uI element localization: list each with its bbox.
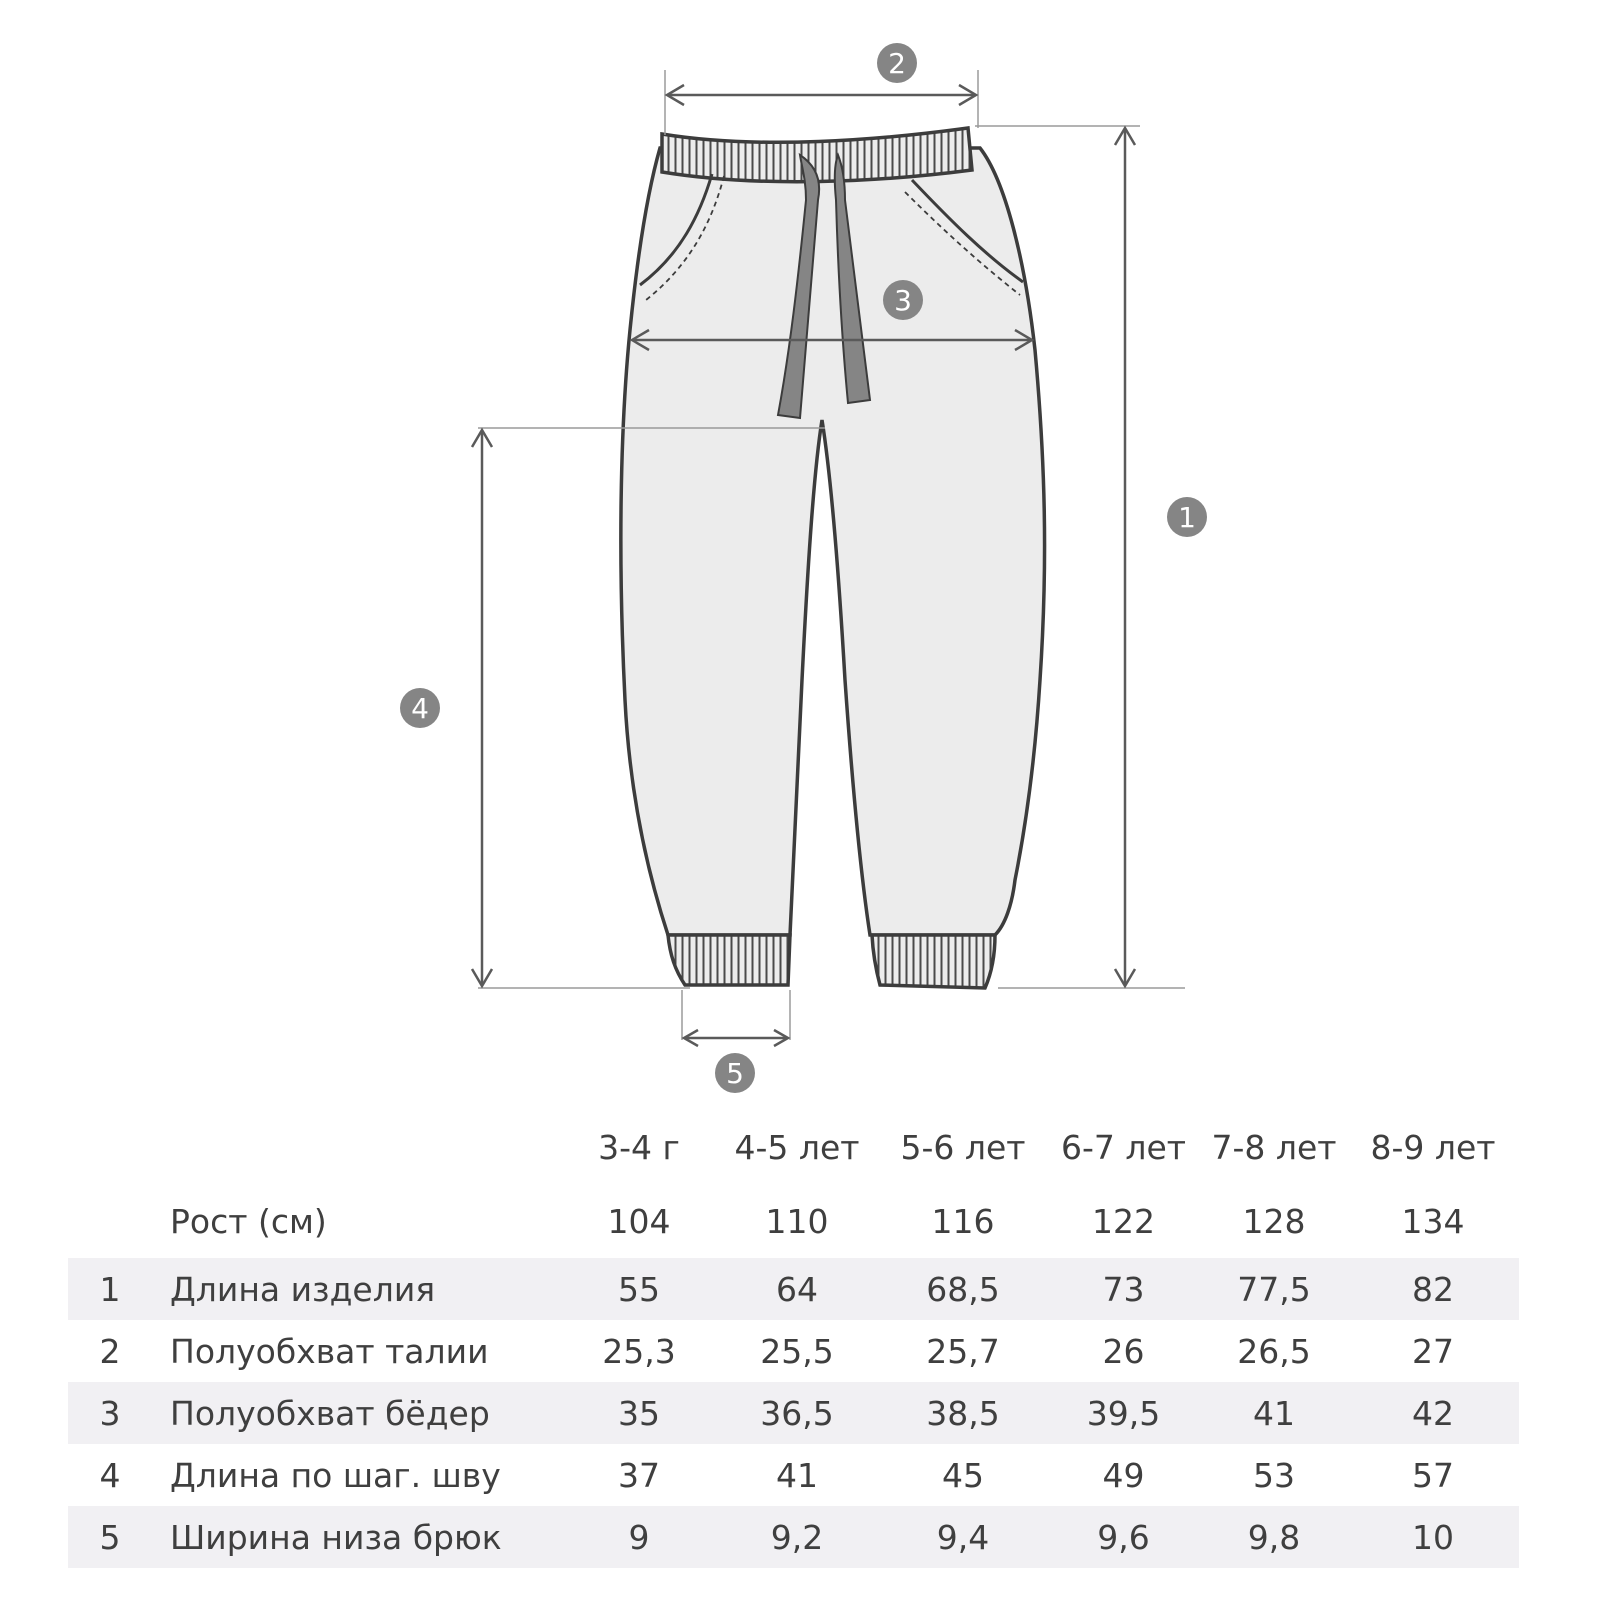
height-value: 104 bbox=[607, 1201, 671, 1241]
row-label: Полуобхват талии bbox=[170, 1331, 489, 1371]
row-number: 2 bbox=[99, 1331, 121, 1371]
size-header: 3-4 г bbox=[598, 1127, 680, 1167]
right-cuff bbox=[872, 935, 995, 988]
row-value: 9,6 bbox=[1046, 1506, 1201, 1568]
badge-2 bbox=[877, 43, 917, 83]
row-value: 9 bbox=[564, 1506, 714, 1568]
table-row bbox=[68, 1258, 1540, 1320]
svg-text:4: 4 bbox=[411, 692, 429, 725]
row-value: 55 bbox=[564, 1258, 714, 1320]
row-number: 1 bbox=[68, 1258, 152, 1320]
row-value: 37 bbox=[618, 1455, 660, 1495]
row-value: 25,3 bbox=[602, 1331, 676, 1371]
height-value: 122 bbox=[1092, 1201, 1155, 1241]
row-value: 25,7 bbox=[926, 1331, 1000, 1371]
row-value: 41 bbox=[1201, 1382, 1347, 1444]
row-value: 57 bbox=[1412, 1455, 1454, 1495]
row-value: 26,5 bbox=[1237, 1331, 1311, 1371]
row-value: 26 bbox=[1102, 1331, 1145, 1371]
row-value: 38,5 bbox=[880, 1382, 1046, 1444]
badge-3 bbox=[883, 280, 923, 320]
size-header: 8-9 лет bbox=[1370, 1127, 1496, 1167]
row-label: Полуобхват бёдер bbox=[152, 1382, 564, 1444]
row-label: Длина изделия bbox=[152, 1258, 564, 1320]
size-table bbox=[68, 1110, 1540, 1568]
row-label: Длина по шаг. шву bbox=[170, 1455, 501, 1495]
left-cuff bbox=[668, 935, 790, 985]
row-value: 42 bbox=[1347, 1382, 1519, 1444]
size-header: 6-7 лет bbox=[1060, 1127, 1186, 1167]
badge-5 bbox=[715, 1053, 755, 1093]
row-number: 4 bbox=[99, 1455, 121, 1495]
row-value: 64 bbox=[714, 1258, 880, 1320]
row-value: 68,5 bbox=[880, 1258, 1046, 1320]
table-row bbox=[68, 1506, 1540, 1568]
row-value: 77,5 bbox=[1201, 1258, 1347, 1320]
svg-text:1: 1 bbox=[1178, 501, 1196, 534]
badge-1 bbox=[1167, 497, 1207, 537]
row-value: 10 bbox=[1347, 1506, 1519, 1568]
height-row bbox=[68, 1184, 1540, 1258]
svg-text:3: 3 bbox=[894, 284, 912, 317]
row-label: Ширина низа брюк bbox=[152, 1506, 564, 1568]
row-value: 36,5 bbox=[714, 1382, 880, 1444]
row-number: 3 bbox=[68, 1382, 152, 1444]
row-value: 82 bbox=[1347, 1258, 1519, 1320]
size-header: 7-8 лет bbox=[1211, 1127, 1337, 1167]
pants-icon bbox=[621, 128, 1045, 988]
row-number: 5 bbox=[68, 1506, 152, 1568]
row-value: 73 bbox=[1046, 1258, 1201, 1320]
row-value: 41 bbox=[776, 1455, 818, 1495]
svg-text:2: 2 bbox=[888, 47, 906, 80]
height-value: 134 bbox=[1401, 1201, 1465, 1241]
row-value: 9,8 bbox=[1201, 1506, 1347, 1568]
row-value: 39,5 bbox=[1046, 1382, 1201, 1444]
row-value: 25,5 bbox=[760, 1331, 834, 1371]
size-header: 5-6 лет bbox=[900, 1127, 1026, 1167]
row-value: 9,2 bbox=[714, 1506, 880, 1568]
row-value: 35 bbox=[564, 1382, 714, 1444]
height-value: 116 bbox=[931, 1201, 995, 1241]
height-value: 128 bbox=[1242, 1201, 1306, 1241]
pants-body bbox=[621, 148, 1045, 935]
row-value: 27 bbox=[1412, 1331, 1454, 1371]
badge-4 bbox=[400, 688, 440, 728]
table-row bbox=[68, 1382, 1540, 1444]
table-row bbox=[68, 1320, 1540, 1382]
size-header: 4-5 лет bbox=[734, 1127, 860, 1167]
row-value: 49 bbox=[1102, 1455, 1145, 1495]
svg-text:5: 5 bbox=[726, 1057, 744, 1090]
row-value: 9,4 bbox=[880, 1506, 1046, 1568]
table-row bbox=[68, 1444, 1540, 1506]
row-value: 45 bbox=[942, 1455, 984, 1495]
size-header-row bbox=[68, 1110, 1540, 1184]
row-value: 53 bbox=[1253, 1455, 1295, 1495]
height-value: 110 bbox=[765, 1201, 829, 1241]
height-label: Рост (см) bbox=[170, 1201, 327, 1241]
